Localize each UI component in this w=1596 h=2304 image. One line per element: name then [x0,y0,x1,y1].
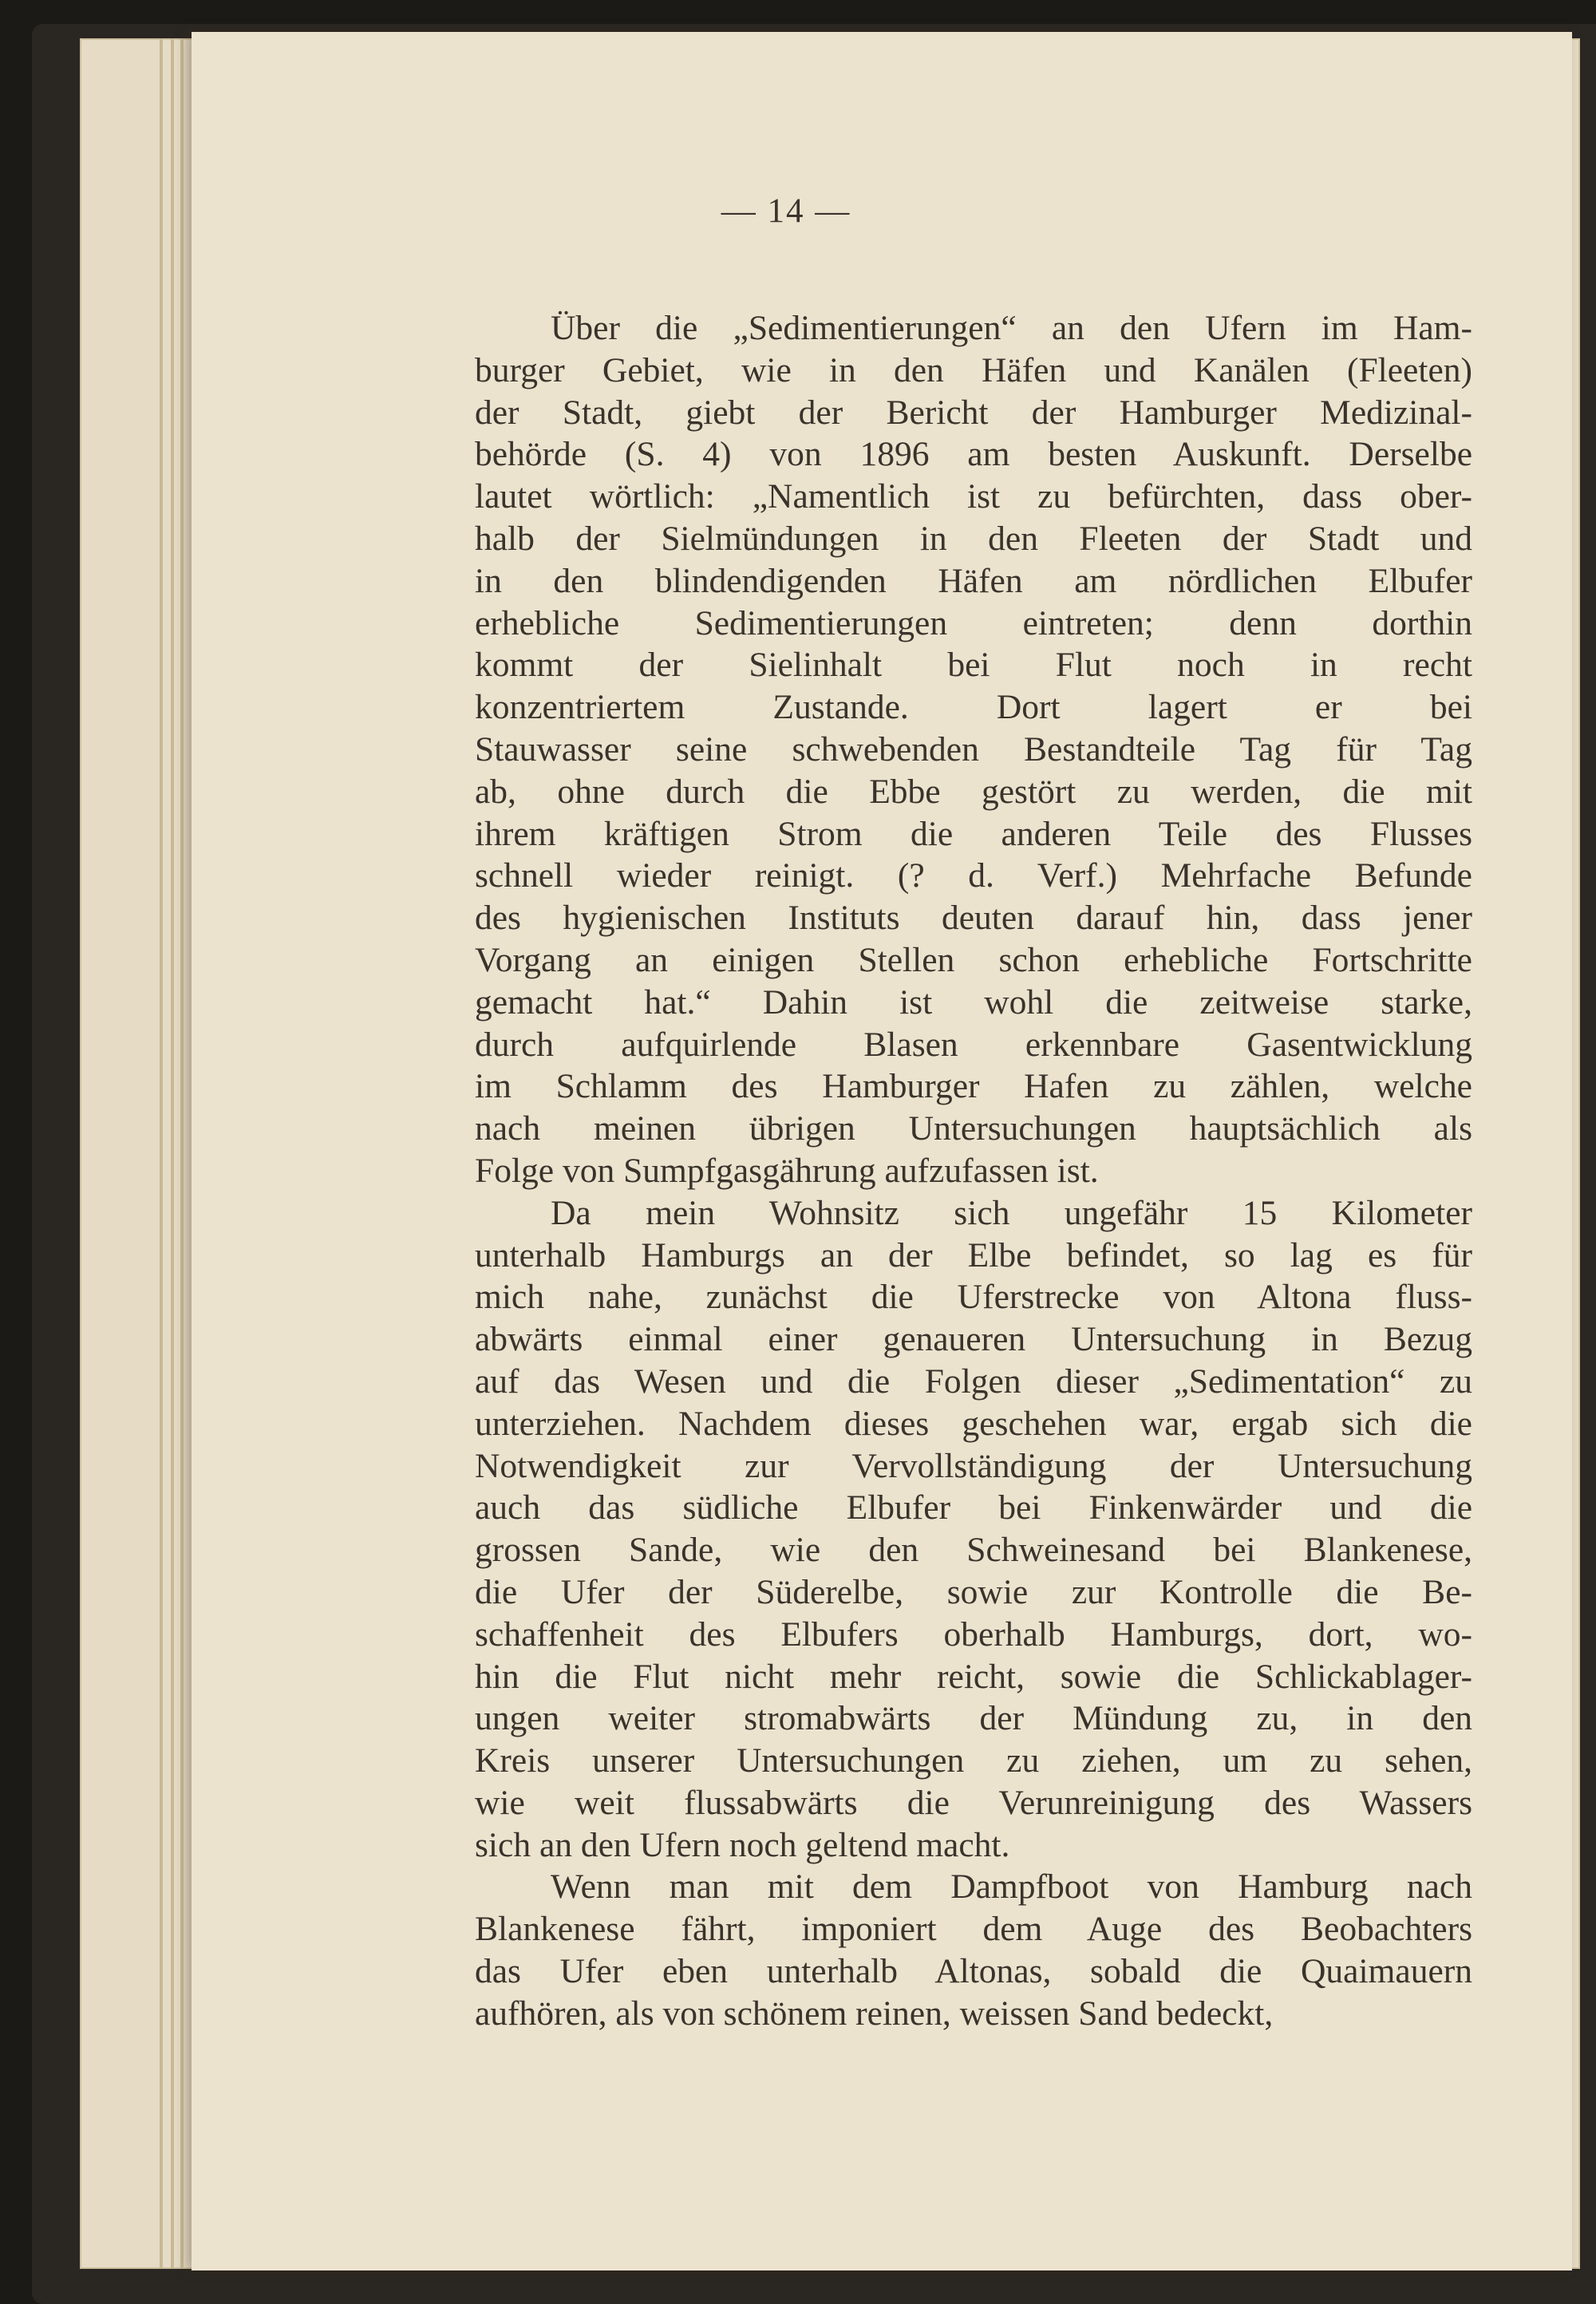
text-line: Da mein Wohnsitz sich ungefähr 15 Kilometer [551,1193,1472,1232]
text-line: Kreis unserer Untersuchungen zu ziehen, um zu sehen, [475,1741,1472,1780]
text-line: abwärts einmal einer genaueren Untersuchung in Bezug [475,1320,1472,1359]
text-line: grossen Sande, wie den Schweinesand bei Blankenese, [475,1531,1472,1570]
text-line: behörde (S. 4) von 1896 am besten Auskunft. Derselbe [475,435,1472,474]
text-line: unterziehen. Nachdem dieses geschehen war, ergab sich die [475,1404,1472,1443]
text-line: des hygienischen Instituts deuten darauf hin, dass jener [475,899,1472,938]
text-line: konzentriertem Zustande. Dort lagert er bei [475,688,1472,727]
text-line: Folge von Sumpfgasgährung aufzufassen ist. [475,1151,1099,1190]
text-line: ab, ohne durch die Ebbe gestört zu werden, die mit [475,772,1472,811]
text-line: kommt der Sielinhalt bei Flut noch in recht [475,646,1472,685]
text-line: mich nahe, zunächst die Uferstrecke von Altona fluss- [475,1278,1472,1317]
text-line: das Ufer eben unterhalb Altonas, sobald die Quaimauern [475,1952,1472,1991]
text-line: unterhalb Hamburgs an der Elbe befindet, so lag es für [475,1235,1472,1275]
page-edge [180,38,184,2269]
text-line: auch das südliche Elbufer bei Finkenwärder und die [475,1488,1472,1527]
text-line: schaffenheit des Elbufers oberhalb Hamburgs, dort, wo- [475,1614,1472,1654]
book-page [192,32,1572,2270]
text-line: wie weit flussabwärts die Verunreinigung des Wassers [475,1783,1472,1822]
text-line: schnell wieder reinigt. (? d. Verf.) Mehrfache Befunde [475,856,1472,895]
text-line: auf das Wesen und die Folgen dieser „Sedimentation“ zu [475,1361,1472,1401]
text-line: hin die Flut nicht mehr reicht, sowie die Schlickablager- [475,1657,1472,1696]
page-edge [171,38,174,2269]
paragraph [475,307,1472,1192]
text-line: der Stadt, giebt der Bericht der Hamburger Medizinal- [475,393,1472,432]
text-line: aufhören, als von schönem reinen, weissen Sand bedeckt, [475,1994,1274,2033]
text-line: ungen weiter stromabwärts der Mündung zu, in den [475,1699,1472,1738]
text-line: Stauwasser seine schwebenden Bestandteile Tag für Tag [475,729,1472,769]
text-line: im Schlamm des Hamburger Hafen zu zählen, welche [475,1067,1472,1106]
text-line: Vorgang an einigen Stellen schon erhebliche Fortschritte [475,940,1472,979]
text-line: gemacht hat.“ Dahin ist wohl die zeitweise starke, [475,982,1472,1022]
text-line: in den blindendigenden Häfen am nördlichen Elbufer [475,561,1472,600]
text-line: halb der Sielmündungen in den Fleeten der Stadt und [475,519,1472,558]
text-line: lautet wörtlich: „Namentlich ist zu befürchten, dass ober- [475,477,1472,516]
text-line: ihrem kräftigen Strom die anderen Teile des Flusses [475,814,1472,853]
paragraph [475,1192,1472,1867]
paragraph [475,1866,1472,2034]
text-line: Wenn man mit dem Dampfboot von Hamburg nach [551,1867,1472,1907]
text-line: Notwendigkeit zur Vervollständigung der Untersuchung [475,1446,1472,1485]
body-text [475,307,1472,2035]
text-line: nach meinen übrigen Untersuchungen hauptsächlich als [475,1109,1472,1148]
text-line: sich an den Ufern noch geltend macht. [475,1825,1010,1864]
text-line: die Ufer der Süderelbe, sowie zur Kontrolle die Be- [475,1572,1472,1611]
text-line: Blankenese fährt, imponiert dem Auge des Beobachters [475,1910,1472,1949]
text-line: burger Gebiet, wie in den Häfen und Kanälen (Fleeten) [475,350,1472,389]
page-number: — 14 — [721,192,851,230]
page-edge [160,38,163,2269]
text-line: Über die „Sedimentierungen“ an den Ufern im Ham- [551,309,1472,347]
text-line: erhebliche Sedimentierungen eintreten; denn dorthin [475,603,1472,642]
text-line: durch aufquirlende Blasen erkennbare Gasentwicklung [475,1025,1472,1064]
